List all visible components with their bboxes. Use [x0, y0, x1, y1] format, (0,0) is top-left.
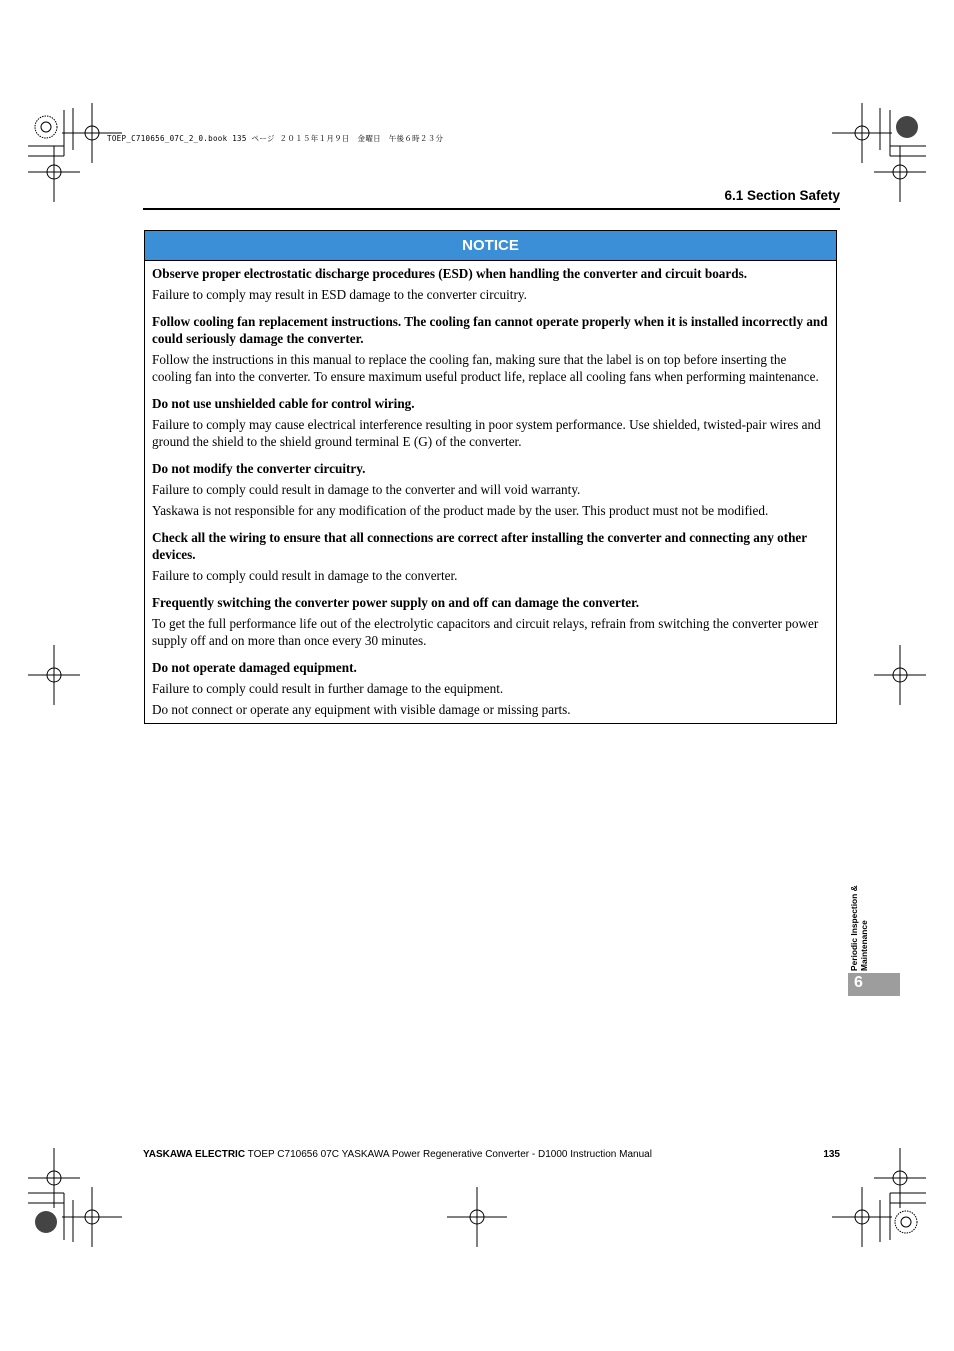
notice-item-title: Do not modify the converter circuitry.	[152, 461, 366, 476]
footer-manual-title: TOEP C710656 07C YASKAWA Power Regenerative Converter - D1000 Instruction Manual	[245, 1149, 652, 1160]
footer-manual-info	[143, 1149, 652, 1160]
chapter-tab	[848, 973, 900, 996]
notice-item-text: Do not connect or operate any equipment with visible damage or missing parts.	[152, 702, 571, 717]
notice-item-title: Do not operate damaged equipment.	[152, 660, 357, 675]
notice-item	[152, 265, 829, 303]
notice-item-text: Yaskawa is not responsible for any modification of the product made by the user. This product must not be modified.	[152, 503, 769, 518]
notice-item-text: Follow the instructions in this manual to replace the cooling fan, making sure that the label is on top before inserting the cooling fan into the converter. To ensure maximum useful product life, replace all cooling fans when performing maintenance.	[152, 352, 819, 384]
notice-item	[152, 594, 829, 649]
notice-item-text: To get the full performance life out of the electrolytic capacitors and circuit relays, refrain from switching the converter power supply off and on more than once every 30 minutes.	[152, 616, 819, 648]
notice-item-title: Observe proper electrostatic discharge procedures (ESD) when handling the converter and circuit boards.	[152, 266, 747, 281]
notice-item	[152, 313, 829, 385]
section-title: 6.1 Section Safety	[724, 188, 840, 203]
notice-item-title: Do not use unshielded cable for control wiring.	[152, 396, 415, 411]
book-info-line: TOEP_C710656_07C_2_0.book 135 ページ ２０１５年１月９日 金曜日 午後６時２３分	[107, 134, 444, 143]
section-header	[143, 188, 840, 210]
chapter-tab-label-text: Periodic Inspection & Maintenance	[849, 885, 869, 971]
notice-body	[145, 261, 836, 723]
notice-item-title: Frequently switching the converter power supply on and off can damage the converter.	[152, 595, 640, 610]
footer-brand: YASKAWA ELECTRIC	[143, 1149, 246, 1160]
chapter-tab-label	[849, 869, 873, 971]
notice-item-title: Follow cooling fan replacement instructions. The cooling fan cannot operate properly when it is installed incorrectly and could seriously damage the converter.	[152, 314, 828, 346]
notice-item	[152, 395, 829, 450]
notice-item-text: Failure to comply may result in ESD damage to the converter circuitry.	[152, 287, 527, 302]
notice-item-title: Check all the wiring to ensure that all connections are correct after installing the converter and connecting any other devices.	[152, 530, 807, 562]
notice-item	[152, 460, 829, 519]
notice-item	[152, 659, 829, 718]
notice-box	[144, 230, 837, 724]
notice-item-text: Failure to comply could result in damage to the converter.	[152, 568, 458, 583]
notice-item-text: Failure to comply could result in damage to the converter and will void warranty.	[152, 482, 581, 497]
notice-item	[152, 529, 829, 584]
notice-item-text: Failure to comply could result in further damage to the equipment.	[152, 681, 504, 696]
chapter-number: 6	[854, 974, 863, 991]
page-number: 135	[823, 1149, 840, 1160]
notice-heading: NOTICE	[145, 231, 836, 261]
notice-item-text: Failure to comply may cause electrical interference resulting in poor system performance. Use shielded, twisted-pair wires and ground the shield to the shield ground terminal E (G) of the converter.	[152, 417, 821, 449]
